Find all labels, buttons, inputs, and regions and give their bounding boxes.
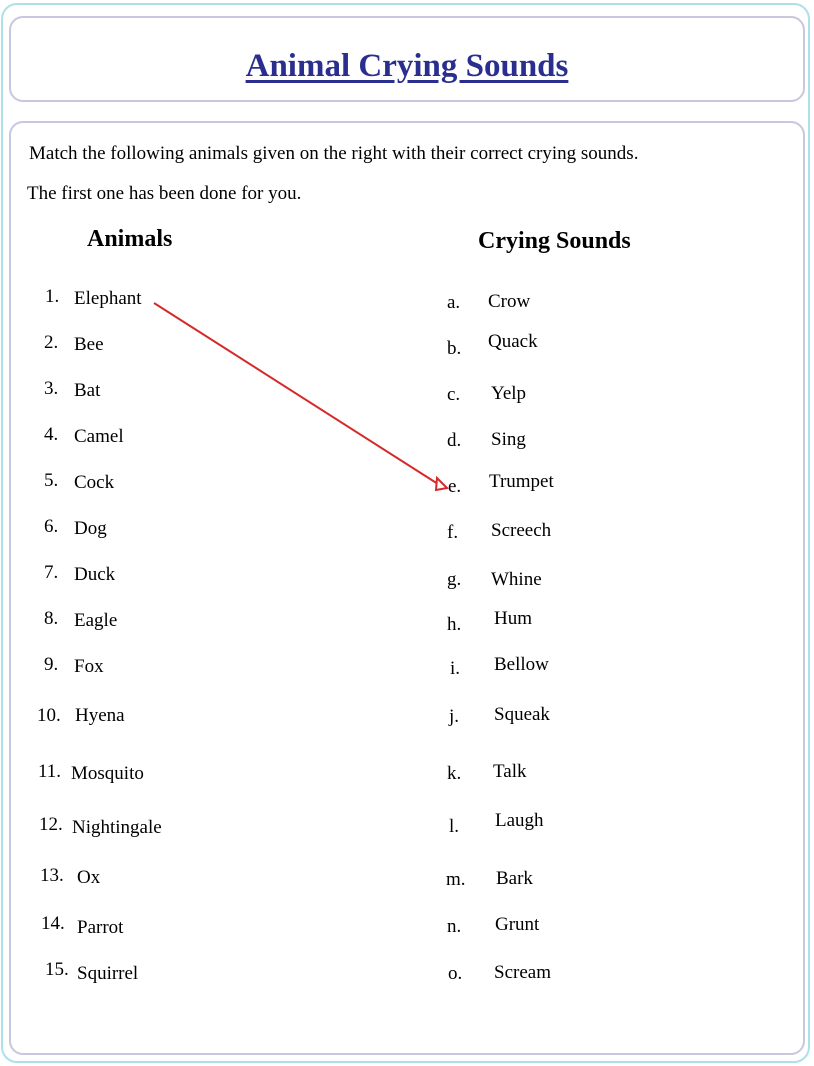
animal-name: Dog — [74, 518, 107, 539]
sound-letter: c. — [447, 384, 461, 405]
sound-name: Hum — [494, 608, 532, 629]
animal-name: Ox — [77, 867, 101, 888]
animal-name: Camel — [74, 426, 124, 447]
animal-number: 8. — [44, 608, 59, 629]
sound-name: Whine — [491, 569, 542, 590]
animal-number: 11. — [38, 761, 62, 782]
sound-name: Squeak — [494, 704, 550, 725]
animal-name: Squirrel — [77, 963, 139, 984]
sound-name: Screech — [491, 520, 552, 541]
worksheet-box — [9, 121, 805, 1055]
animal-name: Hyena — [75, 705, 125, 726]
sound-name: Bellow — [494, 654, 549, 675]
animal-name: Eagle — [74, 610, 118, 631]
sound-letter: d. — [447, 430, 462, 451]
sound-letter: g. — [447, 569, 462, 590]
animal-name: Mosquito — [71, 763, 144, 784]
sound-name: Sing — [491, 429, 526, 450]
animal-number: 2. — [44, 332, 59, 353]
animal-number: 1. — [45, 286, 60, 307]
sound-name: Grunt — [495, 914, 540, 935]
sound-letter: o. — [448, 963, 463, 984]
animal-name: Elephant — [74, 288, 142, 309]
animal-name: Bee — [74, 334, 104, 355]
sound-name: Crow — [488, 291, 531, 312]
sound-name: Laugh — [495, 810, 544, 831]
animal-number: 6. — [44, 516, 59, 537]
animals-heading: Animals — [87, 226, 173, 252]
sound-letter: e. — [448, 476, 462, 497]
sound-name: Scream — [494, 962, 551, 983]
sound-letter: j. — [449, 706, 460, 727]
sound-letter: h. — [447, 614, 462, 635]
sound-letter: i. — [450, 658, 461, 679]
sounds-heading: Crying Sounds — [478, 228, 631, 254]
sound-letter: a. — [447, 292, 461, 313]
animal-number: 14. — [41, 913, 65, 934]
animal-number: 3. — [44, 378, 59, 399]
sound-name: Yelp — [491, 383, 527, 404]
sound-letter: m. — [446, 869, 466, 890]
instruction-line-2: The first one has been done for you. — [27, 183, 302, 204]
page-title: Animal Crying Sounds — [245, 48, 569, 84]
sound-letter: n. — [447, 916, 462, 937]
animal-number: 10. — [37, 705, 61, 726]
animal-number: 4. — [44, 424, 59, 445]
animal-name: Cock — [74, 472, 115, 493]
animal-name: Bat — [74, 380, 101, 401]
animal-number: 9. — [44, 654, 59, 675]
sound-name: Talk — [493, 761, 527, 782]
sound-name: Bark — [496, 868, 533, 889]
sound-letter: f. — [447, 522, 459, 543]
animal-number: 12. — [39, 814, 63, 835]
sound-name: Trumpet — [489, 471, 554, 492]
title-box — [9, 16, 805, 102]
animal-name: Duck — [74, 564, 116, 585]
sound-name: Quack — [488, 331, 538, 352]
animal-number: 13. — [40, 865, 64, 886]
animal-name: Nightingale — [72, 817, 162, 838]
instruction-line-1: Match the following animals given on the right with their correct crying sounds. — [29, 143, 639, 164]
animal-name: Parrot — [77, 917, 124, 938]
animal-number: 7. — [44, 562, 59, 583]
animal-name: Fox — [74, 656, 104, 677]
animal-number: 5. — [44, 470, 59, 491]
sound-letter: l. — [449, 816, 460, 837]
animal-number: 15. — [45, 959, 69, 980]
sound-letter: k. — [447, 763, 462, 784]
sound-letter: b. — [447, 338, 462, 359]
